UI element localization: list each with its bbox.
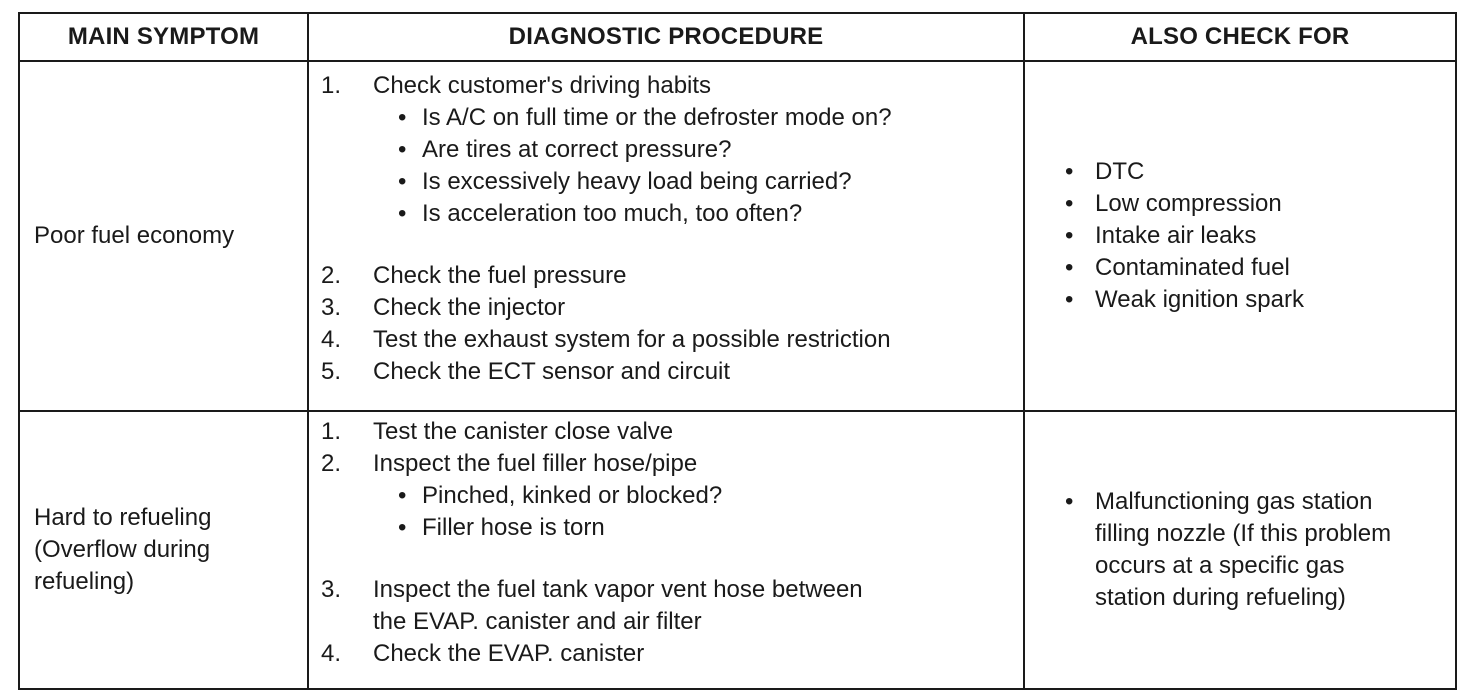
procedure-substep: • Are tires at correct pressure? [321,134,1023,166]
bullet-icon: • [1065,190,1074,217]
procedure-substep: • Is A/C on full time or the defroster mode on? [321,102,1023,134]
also-check-cell [1024,61,1456,411]
procedure-step: 1. Test the canister close valve [321,418,674,445]
bullet-icon: • [1065,158,1074,185]
bullet-icon: • [398,514,407,541]
bullet-icon: • [1065,488,1074,515]
bullet-icon: • [1065,254,1074,281]
procedure-step: 1. Check customer's driving habits [321,72,712,99]
symptom-text: refueling) [34,568,135,595]
procedure-step: 3. Check the injector [321,294,566,321]
procedure-step: 5. Check the ECT sensor and circuit [321,358,731,385]
procedure-cell [308,61,1024,411]
symptom-text: Poor fuel economy [34,222,235,249]
header-main-symptom: MAIN SYMPTOM [19,13,308,61]
also-check-item: • Malfunctioning gas station filling nozzle (If this problem occurs at a specific gas station during refueling) [1065,486,1455,614]
symptom-text: (Overflow during [34,536,211,563]
procedure-substep: • Is acceleration too much, too often? [321,198,1023,230]
procedure-step: 4. Check the EVAP. canister [321,640,645,667]
diagnostic-table [18,12,1457,690]
also-check-item: • DTC [1065,156,1455,188]
procedure-substep: • Filler hose is torn [321,512,1023,544]
header-also-check-for: ALSO CHECK FOR [1024,13,1456,61]
bullet-icon: • [398,168,407,195]
procedure-step: 2. Inspect the fuel filler hose/pipe [321,450,698,477]
header-row [19,13,1456,61]
symptom-cell [19,411,308,689]
header-diagnostic-procedure: DIAGNOSTIC PROCEDURE [308,13,1024,61]
procedure-step-continuation: the EVAP. canister and air filter [373,608,702,635]
bullet-icon: • [398,482,407,509]
bullet-icon: • [398,200,407,227]
also-check-item: • Low compression [1065,188,1455,220]
procedure-step: 2. Check the fuel pressure [321,262,627,289]
bullet-icon: • [1065,222,1074,249]
table-row [19,61,1456,411]
bullet-icon: • [1065,286,1074,313]
procedure-substep: • Is excessively heavy load being carried? [321,166,1023,198]
procedure-cell [308,411,1024,689]
also-check-item: • Contaminated fuel [1065,252,1455,284]
bullet-icon: • [398,104,407,131]
procedure-step: 3. Inspect the fuel tank vapor vent hose between [321,576,863,603]
procedure-step: 4. Test the exhaust system for a possible restriction [321,326,891,353]
also-check-cell [1024,411,1456,689]
bullet-icon: • [398,136,407,163]
symptom-cell [19,61,308,411]
procedure-substep: • Pinched, kinked or blocked? [321,480,1023,512]
also-check-item: • Weak ignition spark [1065,284,1455,316]
symptom-text: Hard to refueling [34,504,212,531]
table-row [19,411,1456,689]
also-check-item: • Intake air leaks [1065,220,1455,252]
